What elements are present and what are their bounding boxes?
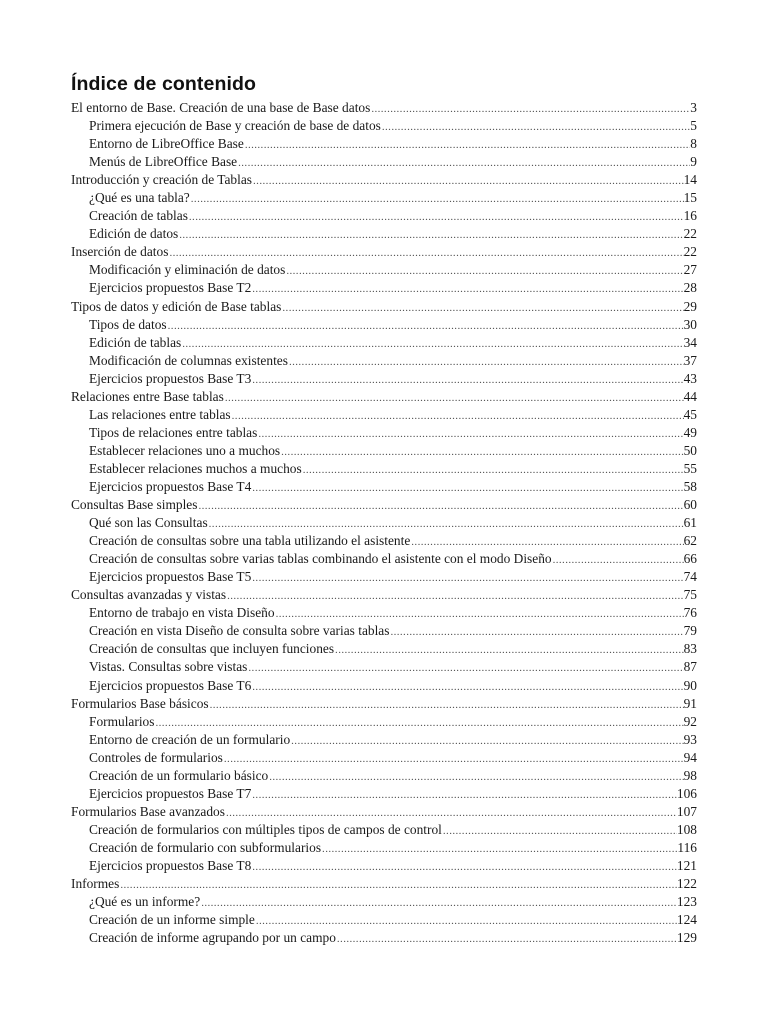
dot-leader [370, 100, 690, 117]
toc-title: Índice de contenido [71, 73, 256, 95]
toc-entry-page: 91 [683, 695, 697, 711]
dot-leader [119, 876, 677, 893]
toc-entry-text: Consultas avanzadas y vistas [71, 587, 227, 603]
toc-entry-text: Tipos de datos [89, 316, 167, 332]
toc-entry-page: 90 [683, 677, 697, 693]
toc-entry[interactable] [71, 713, 697, 731]
dot-leader [280, 443, 683, 460]
dot-leader [268, 768, 683, 785]
toc-entry-text: Creación en vista Diseño de consulta sobre varias tablas [89, 623, 390, 639]
toc-entry-page: 92 [683, 713, 697, 729]
dot-leader [188, 208, 684, 225]
toc-entry-text: Entorno de trabajo en vista Diseño [89, 605, 275, 621]
dot-leader [251, 786, 677, 803]
toc-entry-text: ¿Qué es una tabla? [89, 190, 190, 206]
toc-entry-page: 43 [683, 370, 697, 386]
toc-entry-text: Establecer relaciones muchos a muchos [89, 460, 302, 476]
toc-entry[interactable] [71, 604, 697, 622]
toc-entry-page: 79 [683, 623, 697, 639]
toc-entry[interactable] [71, 875, 697, 893]
dot-leader [244, 136, 690, 153]
toc-entry-text: Creación de formularios con múltiples tipos de campos de control [89, 821, 442, 837]
toc-entry[interactable] [71, 568, 697, 586]
toc-entry-text: Edición de datos [89, 226, 179, 242]
toc-entry-text: Entorno de creación de un formulario [89, 731, 291, 747]
dot-leader [251, 678, 683, 695]
toc-entry-page: 58 [683, 478, 697, 494]
toc-entry-page: 87 [683, 659, 697, 675]
toc-entry-text: Menús de LibreOffice Base [89, 154, 238, 170]
dot-leader [442, 822, 677, 839]
toc-entry-page: 49 [683, 424, 697, 440]
toc-entry-page: 122 [676, 876, 697, 892]
toc-entry-text: Ejercicios propuestos Base T3 [89, 370, 252, 386]
toc-entry-text: El entorno de Base. Creación de una base de Base datos [71, 100, 371, 115]
toc-entry-page: 16 [683, 208, 697, 224]
toc-entry[interactable] [71, 153, 697, 171]
toc-entry-text: Ejercicios propuestos Base T2 [89, 280, 252, 296]
toc-entry[interactable] [71, 514, 697, 532]
toc-entry-text: Edición de tablas [89, 334, 182, 350]
toc-entry[interactable] [71, 352, 697, 370]
toc-entry[interactable] [71, 207, 697, 225]
toc-entry[interactable] [71, 785, 697, 803]
toc-entry[interactable] [71, 424, 697, 442]
dot-leader [252, 172, 684, 189]
dot-leader [231, 407, 684, 424]
dot-leader [281, 299, 683, 316]
toc-entry-text: Formularios Base avanzados [71, 803, 225, 819]
dot-leader [168, 244, 683, 261]
toc-entry[interactable] [71, 99, 697, 117]
toc-entry[interactable] [71, 695, 697, 713]
toc-entry[interactable] [71, 640, 697, 658]
dot-leader [302, 461, 684, 478]
dot-leader [336, 930, 677, 947]
toc-entry-page: 74 [683, 569, 697, 585]
toc-entry-page: 62 [683, 533, 697, 549]
toc-entry-text: Creación de un formulario básico [89, 767, 269, 783]
toc-entry[interactable] [71, 857, 697, 875]
dot-leader [181, 335, 683, 352]
dot-leader [223, 750, 684, 767]
toc-entry[interactable] [71, 677, 697, 695]
dot-leader [251, 479, 683, 496]
toc-entry-page: 106 [676, 785, 697, 801]
dot-leader [209, 696, 684, 713]
toc-entry-page: 60 [683, 497, 697, 513]
toc-entry-page: 116 [677, 839, 697, 855]
toc-entry-text: Creación de consultas sobre varias tablas combinando el asistente con el modo Diseño [89, 551, 552, 567]
toc-entry-text: Relaciones entre Base tablas [71, 388, 224, 404]
toc-entry[interactable] [71, 135, 697, 153]
toc-entry-text: Tipos de datos y edición de Base tablas [71, 298, 282, 314]
toc-entry[interactable] [71, 442, 697, 460]
dot-leader [247, 659, 683, 676]
toc-entry[interactable] [71, 586, 697, 604]
toc-entry[interactable] [71, 171, 697, 189]
toc-entry-text: Informes [71, 876, 120, 892]
toc-entry-page: 123 [676, 894, 697, 910]
toc-entry-text: Creación de consultas que incluyen funciones [89, 641, 335, 657]
toc-entry[interactable] [71, 532, 697, 550]
toc-entry-text: Formularios [89, 713, 155, 729]
toc-entry[interactable] [71, 767, 697, 785]
toc-entry-page: 28 [683, 280, 697, 296]
toc-entry[interactable] [71, 622, 697, 640]
toc-entry-page: 3 [690, 100, 697, 115]
dot-leader [255, 912, 677, 929]
toc-entry[interactable] [71, 929, 697, 947]
toc-entry-page: 108 [676, 821, 697, 837]
toc-entry-page: 66 [683, 551, 697, 567]
dot-leader [251, 569, 683, 586]
toc-entry-page: 9 [690, 154, 697, 170]
toc-entry-page: 8 [690, 136, 697, 152]
toc-entry-page: 83 [683, 641, 697, 657]
toc-entry-text: Creación de consultas sobre una tabla utilizando el asistente [89, 533, 411, 549]
toc-entry[interactable] [71, 911, 697, 929]
toc-entry-page: 124 [676, 912, 697, 928]
toc-entry[interactable] [71, 298, 697, 316]
toc-entry-page: 44 [683, 388, 697, 404]
dot-leader [190, 190, 684, 207]
dot-leader [389, 623, 683, 640]
toc-entry[interactable] [71, 225, 697, 243]
dot-leader [288, 353, 684, 370]
toc-entry-text: Tipos de relaciones entre tablas [89, 424, 258, 440]
toc-entry[interactable] [71, 821, 697, 839]
toc-entry-text: Qué son las Consultas [89, 515, 208, 531]
toc-entry-text: Entorno de LibreOffice Base [89, 136, 244, 152]
toc-entry-page: 22 [683, 244, 697, 260]
toc-entry-page: 34 [683, 334, 697, 350]
toc-entry[interactable] [71, 316, 697, 334]
toc-entry-text: Creación de tablas [89, 208, 188, 224]
dot-leader [226, 587, 684, 604]
toc-entry-page: 75 [683, 587, 697, 603]
toc-entry-text: Creación de formulario con subformularios [89, 839, 322, 855]
toc-entry-page: 55 [683, 460, 697, 476]
toc-entry-page: 50 [683, 442, 697, 458]
dot-leader [275, 605, 684, 622]
toc-entry-text: ¿Qué es un informe? [89, 894, 201, 910]
dot-leader [200, 894, 677, 911]
toc-entry-text: Modificación de columnas existentes [89, 352, 288, 368]
dot-leader [290, 732, 683, 749]
toc-entry[interactable] [71, 406, 697, 424]
toc-entry-page: 98 [683, 767, 697, 783]
toc-entry-text: Ejercicios propuestos Base T8 [89, 857, 252, 873]
toc-entry[interactable] [71, 839, 697, 857]
toc-entry-page: 5 [690, 118, 697, 134]
dot-leader [197, 497, 683, 514]
toc-entry-text: Primera ejecución de Base y creación de base de datos [89, 118, 381, 134]
toc-entry-page: 14 [683, 172, 697, 188]
toc-entry-page: 15 [683, 190, 697, 206]
toc-entry[interactable] [71, 478, 697, 496]
dot-leader [251, 371, 683, 388]
dot-leader [225, 804, 677, 821]
dot-leader [321, 840, 677, 857]
toc-entry[interactable] [71, 117, 697, 135]
toc-entry[interactable] [71, 279, 697, 297]
toc-entry-page: 29 [683, 298, 697, 314]
toc-entry-page: 129 [676, 930, 697, 946]
toc-entry[interactable] [71, 496, 697, 514]
toc-entry[interactable] [71, 388, 697, 406]
toc-entry-text: Ejercicios propuestos Base T7 [89, 785, 252, 801]
toc-entry[interactable] [71, 261, 697, 279]
toc-entry-text: Establecer relaciones uno a muchos [89, 442, 281, 458]
dot-leader [208, 515, 684, 532]
toc-entry[interactable] [71, 189, 697, 207]
toc-entry-text: Creación de informe agrupando por un campo [89, 930, 336, 946]
dot-leader [237, 154, 690, 171]
toc-entry[interactable] [71, 243, 697, 261]
toc-entry-text: Modificación y eliminación de datos [89, 262, 286, 278]
toc-entry[interactable] [71, 460, 697, 478]
dot-leader [167, 317, 684, 334]
toc-entry-text: Las relaciones entre tablas [89, 406, 231, 422]
dot-leader [224, 389, 684, 406]
toc-entry-text: Consultas Base simples [71, 497, 198, 513]
dot-leader [178, 226, 683, 243]
toc-entry-text: Inserción de datos [71, 244, 169, 260]
dot-leader [251, 280, 683, 297]
toc-entry-text: Ejercicios propuestos Base T4 [89, 478, 252, 494]
toc-entry[interactable] [71, 749, 697, 767]
dot-leader [285, 262, 683, 279]
toc-list [71, 99, 697, 947]
toc-entry[interactable] [71, 370, 697, 388]
toc-entry-page: 94 [683, 749, 697, 765]
toc-entry-page: 22 [683, 226, 697, 242]
toc-entry-page: 93 [683, 731, 697, 747]
toc-entry[interactable] [71, 550, 697, 568]
toc-entry-text: Ejercicios propuestos Base T6 [89, 677, 252, 693]
toc-entry-page: 45 [683, 406, 697, 422]
toc-entry-text: Formularios Base básicos [71, 695, 209, 711]
dot-leader [552, 551, 684, 568]
toc-entry-page: 61 [683, 515, 697, 531]
toc-entry-text: Creación de un informe simple [89, 912, 255, 928]
toc-entry[interactable] [71, 731, 697, 749]
toc-entry-text: Vistas. Consultas sobre vistas [89, 659, 248, 675]
toc-entry-text: Introducción y creación de Tablas [71, 172, 253, 188]
dot-leader [334, 641, 684, 658]
toc-entry-text: Controles de formularios [89, 749, 223, 765]
toc-entry-page: 107 [676, 803, 697, 819]
toc-entry-text: Ejercicios propuestos Base T5 [89, 569, 252, 585]
dot-leader [251, 858, 677, 875]
toc-entry[interactable] [71, 658, 697, 676]
toc-entry[interactable] [71, 803, 697, 821]
toc-entry-page: 76 [683, 605, 697, 621]
toc-entry[interactable] [71, 334, 697, 352]
toc-entry-page: 27 [683, 262, 697, 278]
dot-leader [154, 714, 683, 731]
toc-entry-page: 121 [676, 857, 697, 873]
dot-leader [257, 425, 683, 442]
dot-leader [381, 118, 690, 135]
toc-entry-page: 37 [683, 352, 697, 368]
dot-leader [410, 533, 683, 550]
toc-entry[interactable] [71, 893, 697, 911]
toc-entry-page: 30 [683, 316, 697, 332]
